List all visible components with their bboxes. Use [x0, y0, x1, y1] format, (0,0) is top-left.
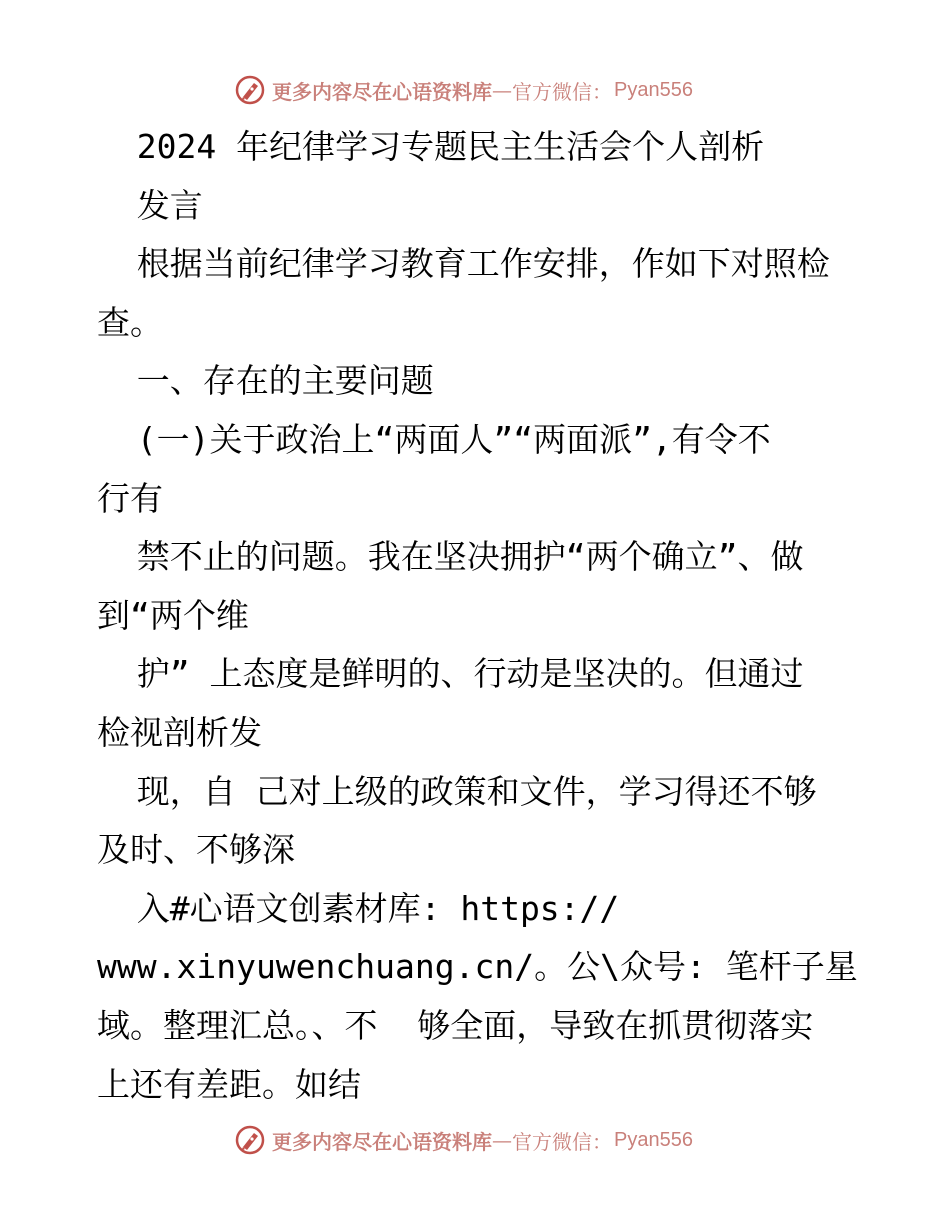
body-line: 现，自 己对上级的政策和文件，学习得还不够 [97, 771, 817, 811]
body-line: www.xinyuwenchuang.cn/。公\众号: 笔杆子星 [97, 947, 858, 987]
watermark-wechat-id: Pyan556 [614, 78, 693, 101]
body-line: 入#心语文创素材库: https:// [97, 888, 620, 928]
watermark-label: 官方微信： [512, 79, 612, 104]
watermark-banner-top [234, 72, 704, 108]
body-line: 检视剖析发 [97, 712, 262, 752]
body-line: 一、存在的主要问题 [97, 361, 434, 401]
body-line: 禁不止的问题。我在坚决拥护“两个确立”、做 [97, 537, 804, 577]
body-line: 到“两个维 [97, 595, 249, 635]
watermark-text: 更多内容尽在心语资料库 [272, 1129, 492, 1154]
watermark-text: 更多内容尽在心语资料库 [272, 79, 492, 104]
watermark-banner-bottom [234, 1122, 704, 1158]
watermark-wechat-id: Pyan556 [614, 1128, 693, 1151]
pen-nib-logo-icon [234, 74, 266, 106]
body-line: (一)关于政治上“两面人”“两面派”,有令不 [97, 419, 771, 459]
body-line: 域。整理汇总。、不 够全面，导致在抓贯彻落实 [97, 1005, 814, 1045]
watermark-label: 官方微信： [512, 1129, 612, 1154]
body-line: 及时、不够深 [97, 830, 295, 870]
body-line: 发言 [97, 185, 203, 225]
watermark-separator: — [492, 1128, 512, 1152]
body-line: 行有 [97, 478, 163, 518]
body-line: 2024 年纪律学习专题民主生活会个人剖析 [97, 127, 765, 166]
watermark-separator: — [492, 78, 512, 102]
document-body [97, 118, 877, 1114]
body-line: 护” 上态度是鲜明的、行动是坚决的。但通过 [97, 654, 804, 694]
body-line: 上还有差距。如结 [97, 1064, 361, 1104]
pen-nib-logo-icon [234, 1124, 266, 1156]
body-line: 查。 [97, 302, 163, 342]
body-line: 根据当前纪律学习教育工作安排，作如下对照检 [97, 244, 830, 284]
